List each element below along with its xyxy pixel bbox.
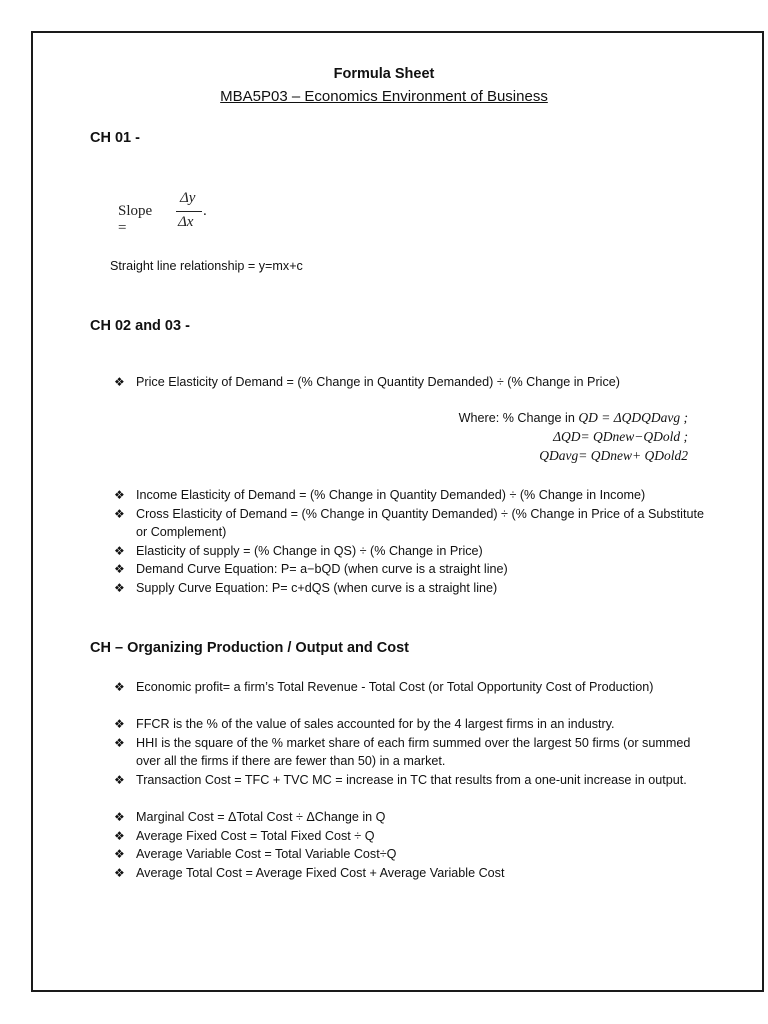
demand-curve-text: Demand Curve Equation: P= a−bQD (when curve is a straight line) <box>136 562 508 577</box>
price-elasticity-list <box>114 373 714 392</box>
slope-label: Slope = <box>118 203 153 236</box>
fraction-bar <box>176 211 202 212</box>
list-item <box>114 771 714 790</box>
marginal-cost-text: Marginal Cost = ΔTotal Cost ÷ ΔChange in Q <box>136 810 386 825</box>
list-item <box>114 560 714 579</box>
price-elasticity-text: Price Elasticity of Demand = (% Change in Quantity Demanded) ÷ (% Change in Price) <box>136 375 620 389</box>
list-item <box>114 845 714 864</box>
list-item <box>114 542 714 561</box>
bullet-icon: ❖ <box>114 847 125 862</box>
slope-denominator: Δx <box>178 214 194 230</box>
bullet-icon: ❖ <box>114 562 125 577</box>
where-line-2: ΔQD= QDnew−QDold ; <box>553 429 688 444</box>
bullet-icon: ❖ <box>114 717 125 732</box>
list-item <box>114 864 714 883</box>
cross-elasticity-text: Cross Elasticity of Demand = (% Change in Quantity Demanded) ÷ (% Change in Price of a Substitute or Complement) <box>136 506 704 540</box>
where-formula-1: QD = ΔQDQDavg ; <box>578 410 688 425</box>
ffcr-text: FFCR is the % of the value of sales accounted for by the 4 largest firms in an industry. <box>136 717 615 732</box>
production-list <box>114 678 714 883</box>
bullet-icon: ❖ <box>114 580 125 595</box>
slope-period: . <box>203 203 207 219</box>
bullet-icon: ❖ <box>114 772 125 787</box>
bullet-icon: ❖ <box>114 543 125 558</box>
supply-curve-text: Supply Curve Equation: P= c+dQS (when curve is a straight line) <box>136 580 498 595</box>
slope-numerator: Δy <box>180 190 196 206</box>
hhi-text: HHI is the square of the % market share of each firm summed over the largest 50 firms (or summed over all the firms if there are fewer than 50) in a market. <box>136 735 691 769</box>
ch02-heading: CH 02 and 03 - <box>90 318 190 334</box>
list-item <box>114 808 714 827</box>
list-item <box>114 734 714 771</box>
where-line-1 <box>459 410 688 426</box>
elasticity-list <box>114 486 714 598</box>
transaction-cost-text: Transaction Cost = TFC + TVC MC = increase in TC that results from a one-unit increase in output. <box>136 772 687 787</box>
bullet-icon: ❖ <box>114 735 125 750</box>
bullet-icon: ❖ <box>114 828 125 843</box>
bullet-icon: ❖ <box>114 680 125 694</box>
straight-line-relationship: Straight line relationship = y=mx+c <box>110 259 303 273</box>
income-elasticity-text: Income Elasticity of Demand = (% Change in Quantity Demanded) ÷ (% Change in Income) <box>136 488 646 502</box>
average-fixed-cost-text: Average Fixed Cost = Total Fixed Cost ÷ Q <box>136 828 375 843</box>
list-item <box>114 486 714 505</box>
list-item <box>114 827 714 846</box>
where-line-3: QDavg= QDnew+ QDold2 <box>539 448 688 463</box>
economic-profit-text: Economic profit= a firm’s Total Revenue - Total Cost (or Total Opportunity Cost of Production) <box>136 680 654 694</box>
average-total-cost-text: Average Total Cost = Average Fixed Cost + Average Variable Cost <box>136 865 505 880</box>
page-subtitle <box>0 88 768 105</box>
ch01-heading: CH 01 - <box>90 130 140 146</box>
page-title: Formula Sheet <box>333 66 435 82</box>
bullet-icon: ❖ <box>114 810 125 825</box>
list-item <box>114 678 714 697</box>
list-item <box>114 373 714 392</box>
bullet-icon: ❖ <box>114 375 125 389</box>
list-item <box>114 505 714 542</box>
list-item <box>114 715 714 734</box>
where-label: Where: % Change in <box>458 411 579 425</box>
course-title: MBA5P03 – Economics Environment of Business <box>220 88 548 105</box>
bullet-icon: ❖ <box>114 865 125 880</box>
bullet-icon: ❖ <box>114 488 125 502</box>
list-item <box>114 579 714 598</box>
bullet-icon: ❖ <box>114 506 125 521</box>
average-variable-cost-text: Average Variable Cost = Total Variable Cost÷Q <box>136 847 397 862</box>
ch-production-heading: CH – Organizing Production / Output and Cost <box>90 640 409 656</box>
supply-elasticity-text: Elasticity of supply = (% Change in QS) ÷ (% Change in Price) <box>136 543 483 558</box>
